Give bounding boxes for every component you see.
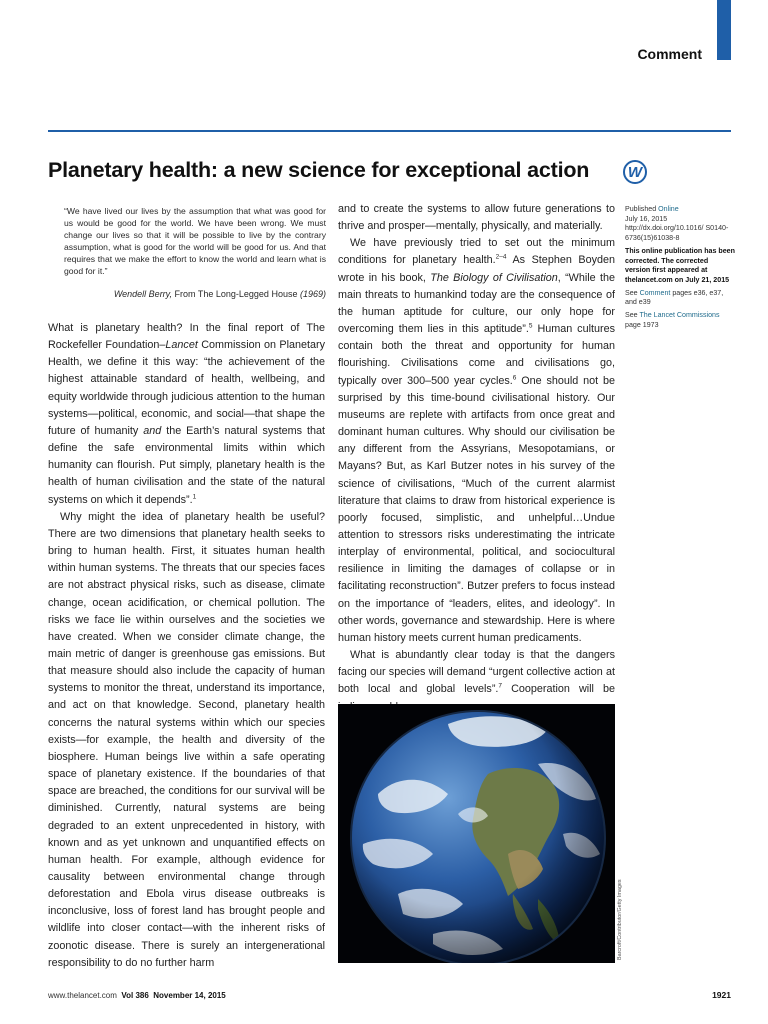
paragraph: We have previously tried to set out the minimum conditions for planetary health.$^{2-4}$ As Stephen Boyden wrote in his book, The Biology of Civilisation, “While the main threats to humankind today are the consequence of the human aptitude for culture, our only hope for overcoming them lies in this aptitude”.$^5$ Human cultures contain both the threat and opportunity for human flourishing. Civilisations come and civilisations go, typically over 300–500 year cycles.$^6$ One should not be surprised by this time-bound civilisational history. Our museums are replete with artifacts from once great and dominant human cultures. Why should our civilisation be any different from the Assyrians, Mesopotamians, or Mayans? But, as Karl Butzer notes in his survey of the science of civilisations, “Much of the current alarmist literature that claims to draw from historical experience is poorly focused, simplistic, and unhelpful…Undue attention to stressors risks underestimating the intricate interplay of environmental, political, and sociocultural resilience in limiting the damages of collapse or in facilitating reconstruction”. Butzer prefers to focus instead on the importance of “leaders, elites, and ideology”. In other words, governance and stewardship. Here is where human history meets current human predicaments.: [338, 237, 615, 644]
article-title: Planetary health: a new science for exceptional action: [48, 158, 590, 182]
publication-date: July 16, 2015: [625, 214, 668, 223]
published-info: Published Online July 16, 2015 http://dx.doi.org/10.1016/ S0140-6736(15)61038-8: [625, 205, 729, 243]
paragraph: Why might the idea of planetary health be useful? There are two dimensions that planetary health seeks to bring to human health. First, it situates human health within human systems. The threats that our species faces are not abstract physical risks, such as disease, climate change, ocean acidification, or chemical pollution. The risks we face lie within ourselves and the societies we have created. When we consider climate change, the main metric of danger is greenhouse gas emissions. But that measure should also include the capacity of human systems to monitor the threat, understand its importance, and act on that knowledge. Second, planetary health concerns the natural systems within which our species exists—for example, the health and diversity of the biosphere. Human beings live within a safe operating space of planetary existence. If the boundaries of that space are breached, the conditions for our survival will be diminished. Currently, natural systems are being degraded to an extent unprecedented in history, with known and as yet unknown and unquantified effects on human health. For example, although evidence for causality between environmental change through deforestation and Ebola virus disease outbreaks is inconclusive, loss of forest land has brought people and wildlife into closer contact—with the inherent risks of zoonotic disease. There is surely an intergenerational responsibility to do no further harm: [48, 510, 325, 969]
header-rule: [48, 130, 731, 132]
correction-note: This online publication has been corrected. The corrected version first appeared at thelancet.com on July 21, 2015: [625, 246, 735, 284]
online-link[interactable]: Online: [658, 205, 679, 213]
earth-globe-illustration: [338, 704, 615, 963]
reference-mark[interactable]: 7: [498, 682, 503, 690]
accent-bar: [717, 0, 731, 60]
wellcome-w-icon: W: [623, 160, 647, 184]
body-column-left: [48, 320, 325, 972]
reference-mark[interactable]: 6: [512, 373, 517, 381]
epigraph-citation: [64, 289, 326, 299]
comment-link[interactable]: Comment: [639, 288, 671, 297]
section-label: Comment: [637, 46, 702, 62]
epigraph-year: (1969): [299, 289, 326, 299]
epigraph-author: Wendell Berry,: [113, 289, 173, 299]
footer-journal-info: www.thelancet.com Vol 386 November 14, 2015: [48, 991, 226, 1000]
doi-link[interactable]: http://dx.doi.org/10.1016/ S0140-6736(15)61038-8: [625, 224, 729, 243]
reference-mark[interactable]: 2–4: [495, 253, 507, 261]
see-comment: See Comment pages e36, e37, and e39: [625, 288, 724, 307]
see-commissions: See The Lancet Commissions page 1973: [625, 311, 720, 329]
body-column-right: [338, 201, 615, 716]
reference-mark[interactable]: 1: [192, 492, 197, 500]
page-number: 1921: [712, 990, 731, 1000]
photo-credit: Barcroft/Contributor/Getty Images: [617, 879, 623, 960]
epigraph-quote: “We have lived our lives by the assumption that what was good for us would be good for the world. We have been wrong. We must change our lives so that it will be possible to live by the contrary assumption, what is good for the world will be good for us. And that requires that we make the effort to know the world and learn what is good for it.”: [64, 206, 326, 276]
reference-mark[interactable]: 5: [528, 322, 533, 330]
paragraph: and to create the systems to allow future generations to thrive and prosper—mentally, physically, and materially.: [338, 203, 615, 233]
epigraph-source: From The Long-Legged House: [174, 289, 298, 299]
commissions-link[interactable]: The Lancet Commissions: [639, 311, 720, 320]
paragraph: What is abundantly clear today is that the dangers facing our species will demand “urgent collective action at both local and global levels”.$^7$ Cooperation will be: [338, 649, 616, 696]
paragraph: What is planetary health? In the final report of The Rockefeller Foundation–Lancet Commission on Planetary Health, we define it this way: “the achievement of the highest attainable standard of health, wellbeing, and equity worldwide through judicious attention to the human systems—political, economic, and social—that shape the future of humanity and the Earth’s natural systems that define the safe environmental limits within which humanity can flourish. Put simply, planetary health is the health of human civilisation and the state of the natural systems on which it depends”.$^1$: [48, 322, 325, 506]
earth-photo: [338, 704, 615, 963]
sidebar-metadata: [625, 205, 735, 333]
journal-site[interactable]: www.thelancet.com: [48, 991, 117, 1000]
